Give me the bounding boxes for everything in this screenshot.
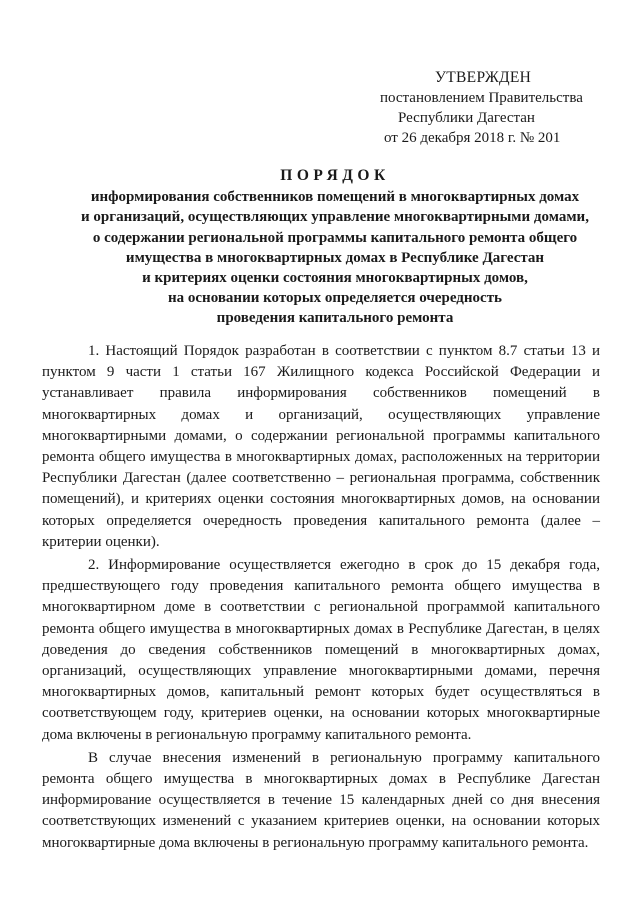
approval-date: от 26 декабря 2018 г. № 201 (384, 130, 561, 146)
paragraph-1: 1. Настоящий Порядок разработан в соответствии с пунктом 8.7 статьи 13 и пунктом 9 части 1 статьи 167 Жилищного кодекса Российской Федерации и устанавливает правила информирования собственников помещений в многоквартирных домах и организаций, осуществляющих управление многоквартирными домами, о содержании региональной программы капитального ремонта общего имущества в многоквартирных домах, расположенных на территории Республики Дагестан (далее соответственно – региональная программа, собственник помещений), и критериях оценки состояния многоквартирных домов, на основании которых определяется очередность проведения капитального ремонта (далее – критерии оценки). (42, 343, 600, 550)
paragraph-2: 2. Информирование осуществляется ежегодно в срок до 15 декабря года, предшествующего году проведения капитального ремонта общего имущества в многоквартирном доме в соответствии с региональной программой капитального ремонта общего имущества в многоквартирных домах в Республике Дагестан, в целях доведения до сведения собственников помещений в многоквартирных домах, организаций, осуществляющих управление многоквартирными домами, перечня многоквартирных домов, капитальный ремонт которых будет осуществляться в соответствующем году, критериев оценки, на основании которых многоквартирные дома включены в региональную программу капитального ремонта. (42, 557, 600, 743)
paragraph-3: В случае внесения изменений в региональную программу капитального ремонта общего имущества в многоквартирных домах в Республике Дагестан информирование осуществляется в течение 15 календарных дней со дня внесения соответствующих изменений с указанием критериев оценки, на основании которых многоквартирные дома включены в региональную программу капитального ремонта. (42, 749, 600, 851)
heading-line: проведения капитального ремонта (216, 310, 454, 327)
approval-title: УТВЕРЖДЕН (435, 69, 532, 86)
approval-issuer: постановлением Правительства (380, 90, 583, 106)
approval-stamp (380, 68, 620, 148)
document-heading (40, 166, 630, 329)
heading-line: и критериях оценки состояния многоквартирных домов, (142, 270, 528, 287)
heading-line: и организаций, осуществляющих управление многоквартирными домами, (81, 209, 589, 226)
document-title: ПОРЯДОК (280, 167, 390, 184)
approval-region: Республики Дагестан (398, 110, 535, 126)
heading-line: о содержании региональной программы капитального ремонта общего (92, 229, 578, 246)
heading-line: информирования собственников помещений в многоквартирных домах (90, 189, 580, 206)
document-body (42, 341, 600, 856)
heading-line: имущества в многоквартирных домах в Республике Дагестан (125, 249, 545, 266)
heading-line: на основании которых определяется очередность (168, 290, 502, 307)
